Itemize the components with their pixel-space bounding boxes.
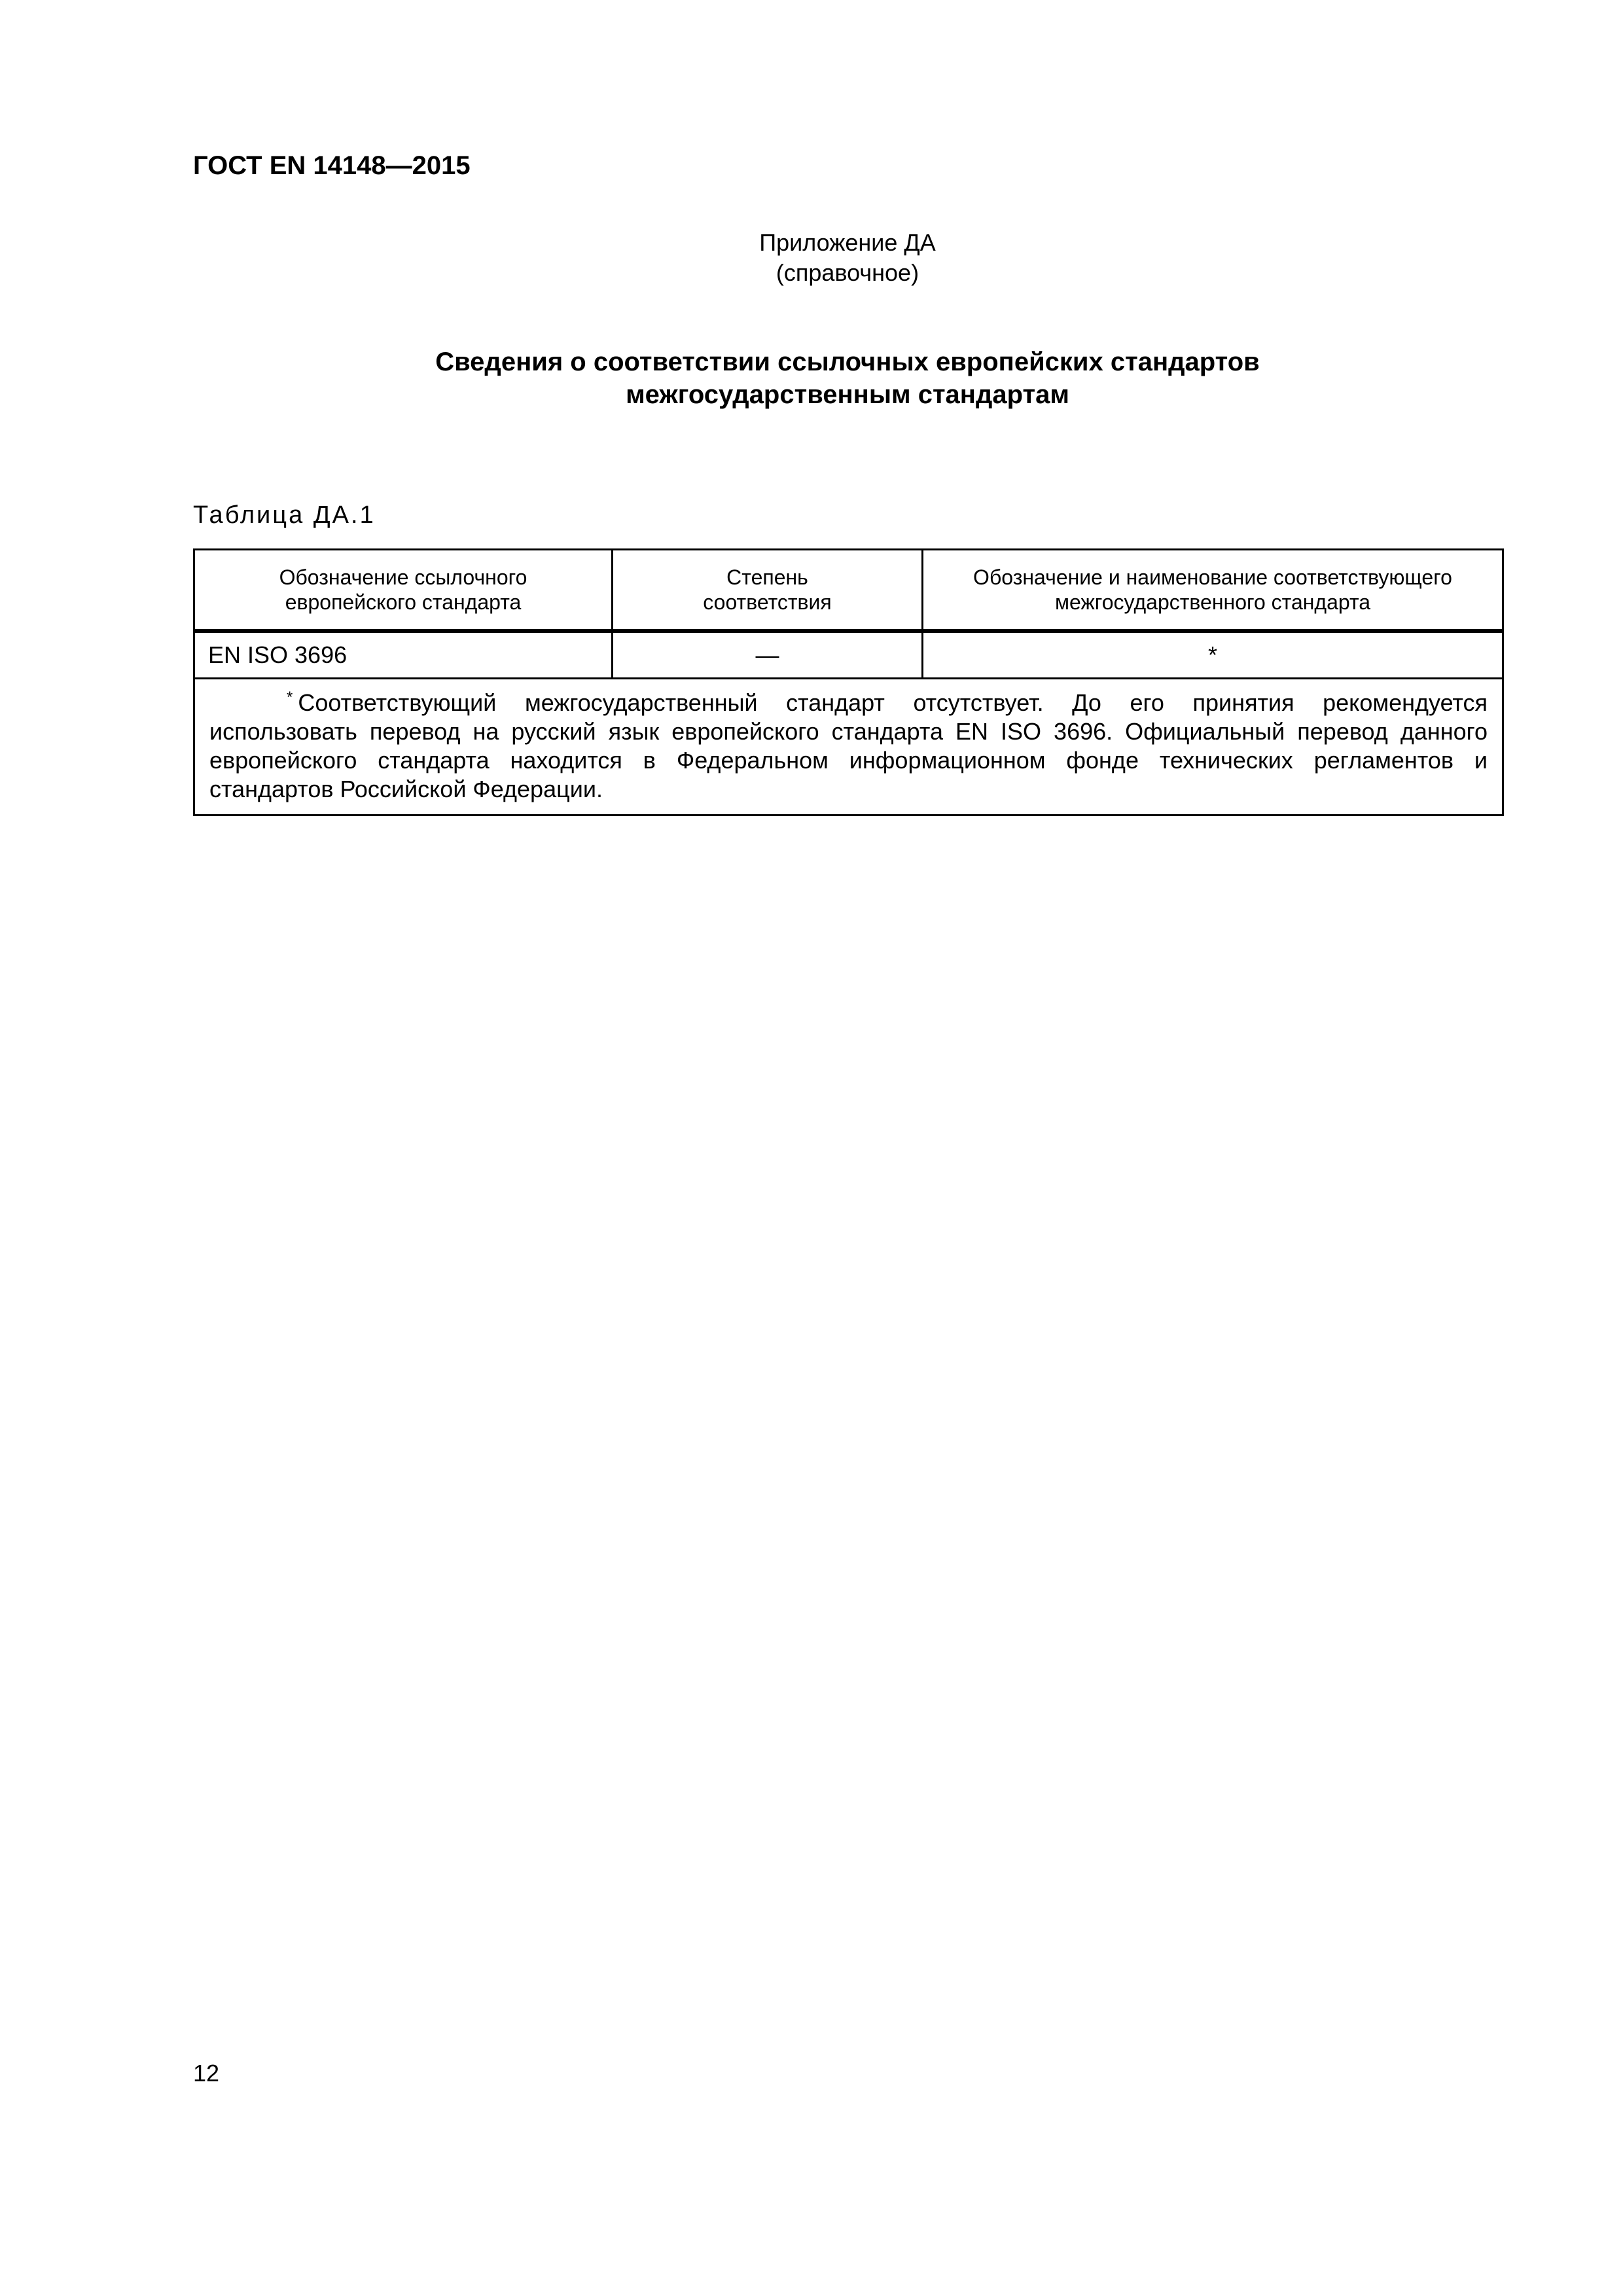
correspondence-table bbox=[193, 548, 1504, 816]
appendix-title: Приложение ДА bbox=[759, 229, 936, 256]
footnote-text: Соответствующий межгосударственный стандарт отсутствует. До его принятия рекомендуется использовать перевод на русский язык европейского стандарта EN ISO 3696. Официальный перевод данного европейского стандарта находится в Федеральном информационном фонде технических регламентов и стандартов Российской Федерации. bbox=[209, 689, 1488, 802]
cell-degree: — bbox=[613, 631, 923, 679]
table-caption: Таблица ДА.1 bbox=[193, 501, 376, 529]
cell-reference-standard: EN ISO 3696 bbox=[194, 631, 613, 679]
appendix-status: (справочное) bbox=[776, 259, 919, 286]
section-title-line-2: межгосударственным стандартам bbox=[626, 380, 1069, 409]
header-interstate-standard: Обозначение и наименование соответствующего межгосударственного стандарта bbox=[923, 550, 1503, 632]
table-footnote-row bbox=[194, 679, 1503, 816]
cell-interstate-standard: * bbox=[923, 631, 1503, 679]
footnote-marker: * bbox=[287, 689, 293, 706]
appendix-heading bbox=[0, 228, 1623, 288]
section-title-line-1: Сведения о соответствии ссылочных европейских стандартов bbox=[435, 348, 1260, 376]
document-code: ГОСТ EN 14148—2015 bbox=[193, 151, 471, 180]
page-number: 12 bbox=[193, 2060, 220, 2087]
table-row bbox=[194, 631, 1503, 679]
header-reference-standard: Обозначение ссылочного европейского стандарта bbox=[194, 550, 613, 632]
section-title bbox=[0, 346, 1623, 411]
table-footnote bbox=[194, 679, 1503, 816]
header-degree-of-correspondence: Степень соответствия bbox=[613, 550, 923, 632]
table-header-row bbox=[194, 550, 1503, 632]
